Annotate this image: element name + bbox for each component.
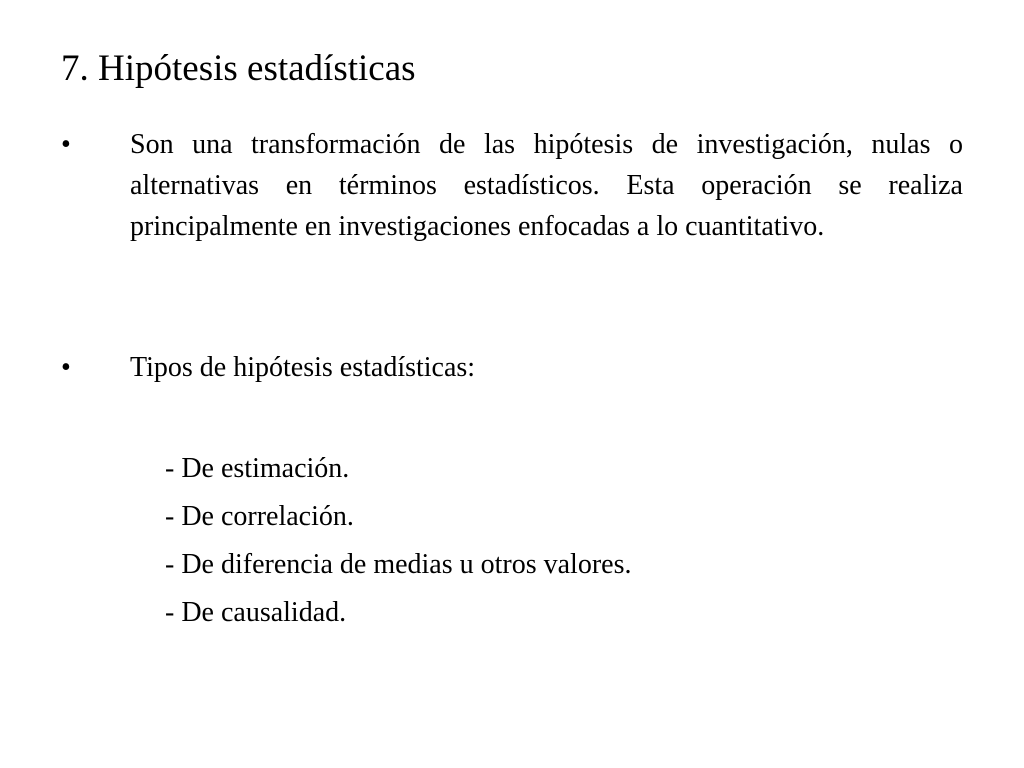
list-item-mean-difference: - De diferencia de medias u otros valores.	[165, 549, 632, 580]
bullet-icon: •	[61, 129, 71, 160]
bullet-text-types: Tipos de hipótesis estadísticas:	[130, 352, 476, 383]
bullet-icon: •	[61, 352, 71, 383]
list-item-correlation: - De correlación.	[165, 501, 354, 532]
bullet-text-definition: Son una transformación de las hipótesis de investigación, nulas o alternativas en términos estadísticos. Esta operación se realiza principalmente en investigaciones enfocadas a lo cuantitativo.	[130, 129, 963, 242]
hypothesis-types-list	[165, 445, 631, 637]
slide-title: 7. Hipótesis estadísticas	[61, 48, 416, 89]
list-item-estimation: - De estimación.	[165, 453, 350, 484]
list-item-causality: - De causalidad.	[165, 597, 347, 628]
